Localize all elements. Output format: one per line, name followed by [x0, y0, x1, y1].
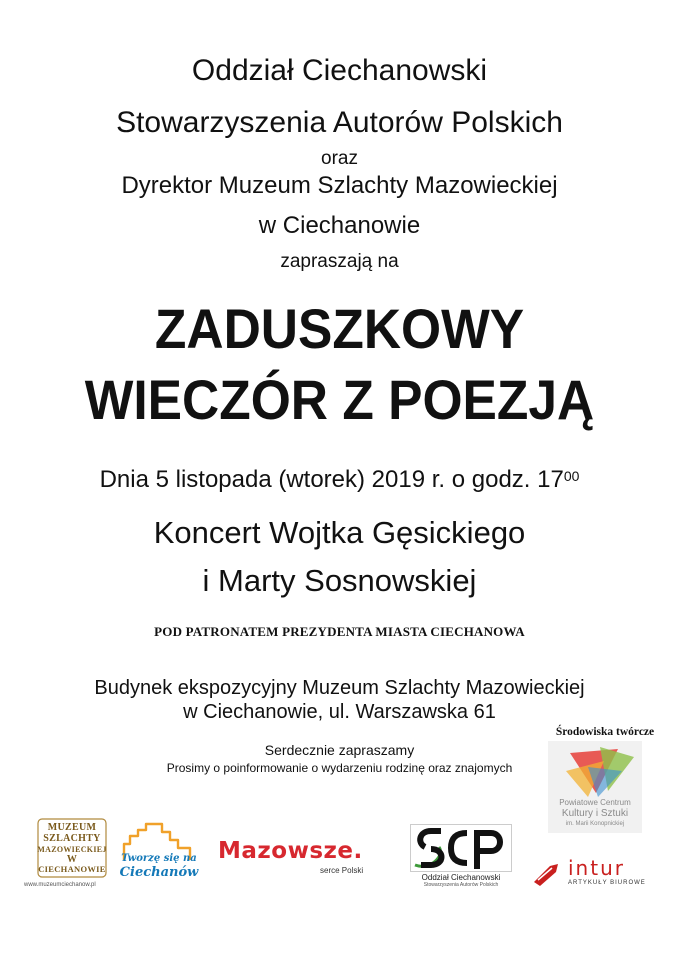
event-title-line-2: WIECZÓR Z POEZJĄ: [84, 368, 595, 431]
mazowsze-word: Mazowsze.: [218, 838, 363, 864]
concert-line-1: Koncert Wojtka Gęsickiego: [153, 515, 526, 550]
tworze-ciechanow-logo: [116, 822, 202, 888]
muzeum-logo: [32, 818, 112, 888]
muzeum-logo-line-2: SZLACHTY: [43, 833, 101, 844]
muzeum-logo-line-1: MUZEUM: [47, 822, 97, 833]
intur-tagline: ARTYKUŁY BIUROWE: [568, 880, 646, 886]
sap-mark: [410, 824, 512, 872]
patronage-text: POD PATRONATEM PREZYDENTA MIASTA CIECHANOWA: [154, 624, 525, 639]
intur-logo: [530, 856, 656, 890]
venue-line-1: Budynek ekspozycyjny Muzeum Szlachty Mazowieckiej: [94, 677, 585, 699]
venue-line-2: w Ciechanowie, ul. Warszawska 61: [183, 701, 496, 723]
pckis-shapes-icon: [548, 741, 642, 801]
muzeum-logo-line-3: MAZOWIECKIEJ: [37, 845, 107, 854]
muzeum-logo-line-4: W: [66, 854, 78, 865]
muzeum-url: www.muzeumciechanow.pl: [24, 882, 96, 888]
pckis-caption-3: im. Marii Konopnickiej: [565, 821, 625, 827]
event-time-minutes: 00: [563, 468, 580, 484]
sap-caption-2: Stowarzyszenia Autorów Polskich: [423, 882, 499, 888]
invite-phrase: zapraszają na: [280, 251, 399, 272]
concert-line-2: i Marty Sosnowskiej: [202, 563, 477, 598]
organizer-line-2: Stowarzyszenia Autorów Polskich: [116, 106, 563, 139]
organizer-line-3: Dyrektor Muzeum Szlachty Mazowieckiej: [121, 172, 558, 199]
pckis-caption-2: Kultury i Sztuki: [561, 808, 629, 819]
pckis-caption: [548, 797, 642, 830]
pen-nib-icon: [530, 860, 564, 886]
sap-letters-icon: [411, 825, 511, 871]
organizer-line-1: Oddział Ciechanowski: [191, 54, 488, 87]
pckis-caption-1: Powiatowe Centrum: [559, 798, 631, 807]
mazowsze-tagline: serce Polski: [320, 866, 364, 875]
invite-line-2: Prosimy o poinformowanie o wydarzeniu rodzinę oraz znajomych: [166, 761, 513, 775]
organizer-line-4: w Ciechanowie: [258, 212, 421, 239]
sap-logo: [404, 822, 518, 888]
sap-caption-1: Oddział Ciechanowski: [421, 873, 501, 882]
invite-line-1: Serdecznie zapraszamy: [264, 742, 415, 758]
event-date: [0, 466, 679, 494]
organizer-conjunction: oraz: [321, 148, 358, 169]
tworze-line-2: Ciechanów: [119, 865, 199, 880]
intur-word: intur: [568, 856, 625, 880]
muzeum-logo-line-5: CIECHANOWIE: [38, 864, 106, 874]
mazowsze-logo: [218, 838, 382, 878]
event-title-line-1: ZADUSZKOWY: [154, 297, 525, 360]
tworze-line-1: Tworzę się na: [121, 853, 197, 864]
event-date-text: Dnia 5 listopada (wtorek) 2019 r. o godz. 17: [99, 466, 564, 493]
tworze-text: [116, 852, 202, 880]
creative-circles-title: Środowiska twórcze: [555, 726, 655, 738]
